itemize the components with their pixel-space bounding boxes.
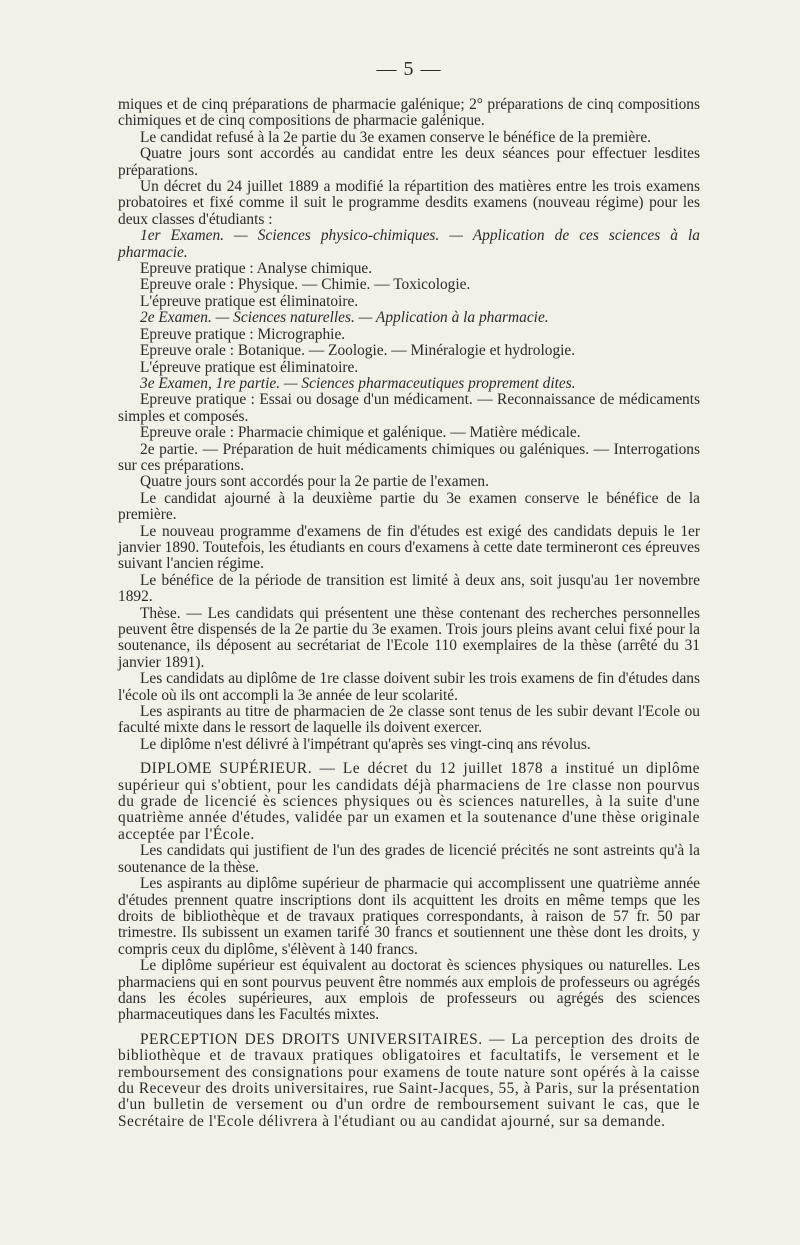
paragraph: Epreuve orale : Pharmacie chimique et galénique. — Matière médicale. xyxy=(140,424,581,442)
paragraph: Epreuve orale : Botanique. — Zoologie. — Minéralogie et hydrologie. xyxy=(140,342,576,360)
paragraph-these: Thèse. — Les candidats qui présentent une thèse contenant des recherches personnelles peuvent être dispensés de la 2e partie du 3e examen. Trois jours pleins avant celui fixé pour la soutenance, ils déposent au secrétariat de l'Ecole 110 exemplaires de la thèse (arrêté du 31 janvier 1891). xyxy=(118,604,700,671)
paragraph: Epreuve pratique : Essai ou dosage d'un médicament. — Reconnaissance de médicaments simples et composés. xyxy=(118,391,700,425)
paragraph: Les aspirants au titre de pharmacien de 2e classe sont tenus de les subir devant l'Ecole ou faculté mixte dans le ressort de laquelle ils doivent exercer. xyxy=(118,703,700,737)
paragraph: 2e partie. — Préparation de huit médicaments chimiques ou galéniques. — Interrogations sur ces préparations. xyxy=(118,440,700,474)
paragraph-exam-3: 3e Examen, 1re partie. — Sciences pharmaceutiques proprement dites. xyxy=(140,374,576,392)
paragraph: Epreuve orale : Physique. — Chimie. — Toxicologie. xyxy=(140,276,471,294)
paragraph: Quatre jours sont accordés au candidat entre les deux séances pour effectuer lesdites préparations. xyxy=(118,145,700,179)
paragraph: Epreuve pratique : Analyse chimique. xyxy=(140,260,373,278)
paragraph: Le candidat refusé à la 2e partie du 3e examen conserve le bénéfice de la première. xyxy=(140,128,652,146)
paragraph: L'épreuve pratique est éliminatoire. xyxy=(140,358,359,376)
paragraph: Le nouveau programme d'examens de fin d'études est exigé des candidats depuis le 1er janvier 1890. Toutefois, les étudiants en cours d'examens à cette date termineront ces épreuves suivant l'ancien régime. xyxy=(118,522,700,573)
paragraph: Les aspirants au diplôme supérieur de pharmacie qui accomplissent une quatrième année d'études prennent quatre inscriptions dont ils acquittent les droits en même temps que les droits de bibliothèque et de travaux pratiques correspondants, à raison de 57 fr. 50 par trimestre. Ils subissent un examen tarifé 30 francs et soutiennent une thèse dont les droits, y compris ceux du diplôme, s'élèvent à 140 francs. xyxy=(118,875,700,958)
paragraph: L'épreuve pratique est éliminatoire. xyxy=(140,292,359,310)
paragraph: Quatre jours sont accordés pour la 2e partie de l'examen. xyxy=(140,473,489,491)
paragraph: Le candidat ajourné à la deuxième partie du 3e examen conserve le bénéfice de la première. xyxy=(118,489,700,524)
paragraph: Le bénéfice de la période de transition est limité à deux ans, soit jusqu'au 1er novembre 1892. xyxy=(118,571,700,606)
page-body xyxy=(118,97,700,1130)
paragraph: Un décret du 24 juillet 1889 a modifié la répartition des matières entre les trois examens probatoires et fixé comme il suit le programme desdits examens (nouveau régime) pour les deux classes d'étudiants : xyxy=(118,178,700,228)
paragraph: Le diplôme n'est délivré à l'impétrant qu'après ses vingt-cinq ans révolus. xyxy=(140,735,591,753)
paragraph-exam-1: 1er Examen. — Sciences physico-chimiques. — Application de ces sciences à la pharmacie. xyxy=(118,227,700,261)
paragraph-exam-2: 2e Examen. — Sciences naturelles. — Application à la pharmacie. xyxy=(140,309,549,327)
paragraph-diplome-superieur: DIPLOME SUPÉRIEUR. — Le décret du 12 juillet 1878 a institué un diplôme supérieur qui s'obtient, pour les candidats déjà pharmaciens de 1re classe non pourvus du grade de licencié ès sciences physiques ou ès sciences naturelles, à la suite d'une quatrième année d'études, validée par un examen et la soutenance d'une thèse originale acceptée par l'École. xyxy=(118,760,700,843)
paragraph: Les candidats au diplôme de 1re classe doivent subir les trois examens de fin d'études dans l'école où ils ont accompli la 3e année de leur scolarité. xyxy=(118,670,700,704)
paragraph: miques et de cinq préparations de pharmacie galénique; 2° préparations de cinq compositions chimiques et de cinq compositions de pharmacie galénique. xyxy=(118,96,700,130)
paragraph: Le diplôme supérieur est équivalent au doctorat ès sciences physiques ou naturelles. Les pharmaciens qui en sont pourvus peuvent être nommés aux emplois de professeurs ou agrégés dans les écoles supérieures, aux emplois de professeurs ou agrégés des sciences pharmaceutiques dans les Facultés mixtes. xyxy=(118,957,700,1024)
paragraph: Epreuve pratique : Micrographie. xyxy=(140,325,346,343)
paragraph-perception-droits: PERCEPTION DES DROITS UNIVERSITAIRES. — La perception des droits de bibliothèque et de travaux pratiques obligatoires et facultatifs, le versement et le remboursement des consignations pour examens de toute nature sont opérés à la caisse du Receveur des droits universitaires, rue Saint-Jacques, 55, à Paris, sur la présentation d'un bulletin de versement ou d'un ordre de remboursement suivant le cas, que le Secrétaire de l'Ecole délivrera à l'étudiant ou au candidat ajourné, sur sa demande. xyxy=(118,1030,700,1130)
page-number: — 5 — xyxy=(376,58,442,80)
paragraph: Les candidats qui justifient de l'un des grades de licencié précités ne sont astreints qu'à la soutenance de la thèse. xyxy=(118,842,700,876)
